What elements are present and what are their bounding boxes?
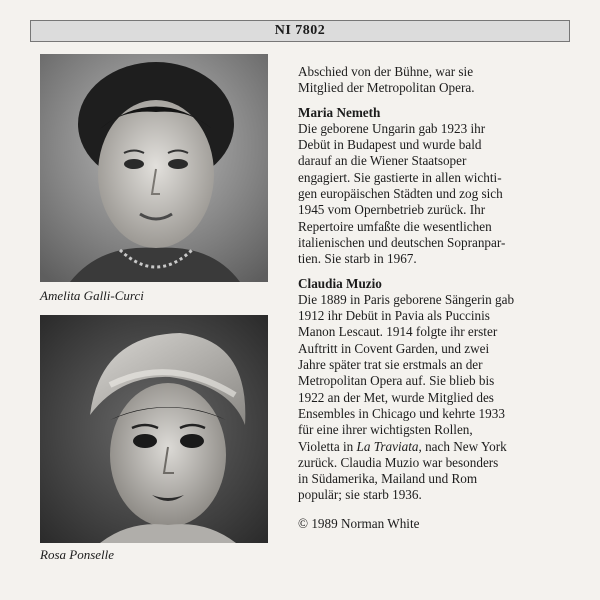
text-line: darauf an die Wiener Staatsoper [298, 153, 467, 169]
text-line: engagiert. Sie gastierte in allen wichti- [298, 169, 502, 185]
portrait-photo-ponselle [40, 315, 268, 543]
text-line: Die geborene Ungarin gab 1923 ihr [298, 120, 486, 136]
text-line: gen europäischen Städten und zog sich [298, 186, 503, 202]
biography-text [298, 64, 570, 532]
text-fragment: Violetta in [298, 438, 357, 454]
text-line: für eine ihrer wichtigsten Rollen, [298, 422, 473, 438]
text-line: Mitglied der Metropolitan Opera. [298, 80, 475, 96]
text-line: populär; sie starb 1936. [298, 487, 422, 503]
text-line: Auftritt in Covent Garden, und zwei [298, 340, 490, 356]
text-line: 1912 ihr Debüt in Pavia als Puccinis [298, 308, 490, 324]
text-line: Repertoire umfaßte die wesentlichen [298, 218, 492, 234]
text-line: Ensembles in Chicago und kehrte 1933 [298, 405, 505, 421]
text-line-violetta [298, 439, 570, 455]
text-line: 1945 vom Opernbetrieb zurück. Ihr [298, 202, 486, 218]
catalog-number: NI 7802 [274, 23, 326, 38]
text-line: Jahre später trat sie erstmals an der [298, 357, 483, 373]
text-line: italienischen und deutschen Sopranpar- [298, 234, 506, 250]
bio-heading-nemeth: Maria Nemeth [298, 104, 381, 120]
text-line: zurück. Claudia Muzio war besonders [298, 454, 499, 470]
text-line: Metropolitan Opera auf. Sie blieb bis [298, 373, 495, 389]
text-line: Abschied von der Bühne, war sie [298, 64, 474, 79]
opera-title: La Traviata [356, 438, 419, 454]
text-fragment: , nach New York [418, 438, 507, 454]
text-line: Manon Lescaut. 1914 folgte ihr erster [298, 324, 498, 340]
text-line: 1922 an der Met, wurde Mitglied des [298, 389, 494, 405]
catalog-header [30, 20, 570, 42]
photo-caption: Rosa Ponselle [40, 547, 115, 562]
copyright-notice: © 1989 Norman White [298, 515, 420, 531]
text-line: Debüt in Budapest und wurde bald [298, 137, 482, 153]
text-line: in Südamerika, Mailand und Rom [298, 471, 478, 487]
bio-heading-muzio: Claudia Muzio [298, 275, 382, 291]
text-line: tien. Sie starb in 1967. [298, 251, 417, 267]
photo-caption: Amelita Galli-Curci [40, 288, 144, 303]
portrait-photo-galli-curci [40, 54, 268, 282]
text-line: Die 1889 in Paris geborene Sängerin gab [298, 291, 515, 307]
